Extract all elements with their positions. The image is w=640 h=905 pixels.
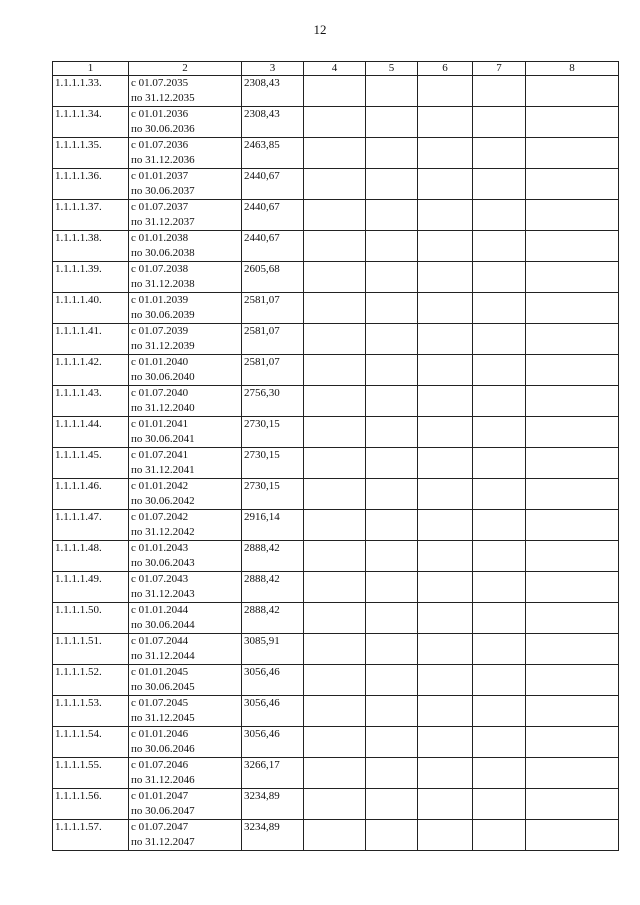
period-cell [129,200,242,231]
period-cell [129,448,242,479]
period-to: по 31.12.2045 [131,712,195,724]
period-cell [129,324,242,355]
empty-cell [366,76,418,107]
period-to: по 30.06.2037 [131,185,195,197]
row-number: 1.1.1.1.36. [53,169,129,200]
column-header: 8 [526,62,619,76]
empty-cell [473,169,526,200]
empty-cell [418,634,473,665]
value-cell: 2888,42 [242,572,304,603]
period-from: с 01.07.2043 [131,573,189,585]
table-row [53,510,619,541]
value-cell: 2440,67 [242,169,304,200]
period-to: по 30.06.2041 [131,433,195,445]
empty-cell [526,169,619,200]
empty-cell [304,107,366,138]
period-to: по 30.06.2039 [131,309,195,321]
row-number: 1.1.1.1.38. [53,231,129,262]
empty-cell [366,417,418,448]
empty-cell [304,169,366,200]
period-from: с 01.01.2042 [131,480,189,492]
row-number: 1.1.1.1.40. [53,293,129,324]
empty-cell [418,138,473,169]
empty-cell [304,603,366,634]
empty-cell [526,417,619,448]
empty-cell [366,789,418,820]
period-to: по 31.12.2040 [131,402,195,414]
value-cell: 2440,67 [242,200,304,231]
period-cell [129,386,242,417]
row-number: 1.1.1.1.46. [53,479,129,510]
period-to: по 30.06.2040 [131,371,195,383]
period-cell [129,665,242,696]
empty-cell [418,603,473,634]
empty-cell [473,231,526,262]
table-row [53,107,619,138]
period-to: по 30.06.2046 [131,743,195,755]
period-cell [129,541,242,572]
period-to: по 30.06.2043 [131,557,195,569]
empty-cell [473,603,526,634]
empty-cell [304,293,366,324]
row-number: 1.1.1.1.53. [53,696,129,727]
period-cell [129,76,242,107]
empty-cell [526,572,619,603]
period-from: с 01.01.2041 [131,418,189,430]
table-row [53,293,619,324]
empty-cell [418,324,473,355]
empty-cell [304,665,366,696]
value-cell: 2581,07 [242,324,304,355]
table-row [53,789,619,820]
period-from: с 01.01.2040 [131,356,189,368]
empty-cell [473,355,526,386]
empty-cell [366,820,418,851]
empty-cell [418,417,473,448]
period-to: по 30.06.2045 [131,681,195,693]
empty-cell [418,231,473,262]
empty-cell [304,231,366,262]
empty-cell [304,324,366,355]
value-cell: 2308,43 [242,107,304,138]
empty-cell [473,634,526,665]
period-to: по 31.12.2036 [131,154,195,166]
empty-cell [418,386,473,417]
row-number: 1.1.1.1.50. [53,603,129,634]
period-from: с 01.01.2046 [131,728,189,740]
empty-cell [473,293,526,324]
empty-cell [304,448,366,479]
period-cell [129,231,242,262]
table-row [53,820,619,851]
column-header: 6 [418,62,473,76]
period-to: по 31.12.2037 [131,216,195,228]
empty-cell [418,510,473,541]
value-cell: 2888,42 [242,541,304,572]
value-cell: 3266,17 [242,758,304,789]
empty-cell [304,386,366,417]
empty-cell [366,231,418,262]
table-row [53,541,619,572]
empty-cell [526,696,619,727]
empty-cell [418,262,473,293]
period-cell [129,138,242,169]
value-cell: 3056,46 [242,665,304,696]
value-cell: 2916,14 [242,510,304,541]
row-number: 1.1.1.1.44. [53,417,129,448]
empty-cell [304,727,366,758]
empty-cell [418,696,473,727]
empty-cell [366,665,418,696]
row-number: 1.1.1.1.54. [53,727,129,758]
empty-cell [366,448,418,479]
period-from: с 01.01.2037 [131,170,189,182]
empty-cell [304,820,366,851]
value-cell: 2581,07 [242,293,304,324]
table-row [53,634,619,665]
table-row [53,262,619,293]
empty-cell [526,541,619,572]
empty-cell [366,386,418,417]
period-to: по 30.06.2036 [131,123,195,135]
table-row [53,572,619,603]
empty-cell [526,758,619,789]
empty-cell [418,107,473,138]
empty-cell [366,355,418,386]
empty-cell [304,696,366,727]
empty-cell [526,76,619,107]
value-cell: 2463,85 [242,138,304,169]
value-cell: 3056,46 [242,727,304,758]
period-from: с 01.07.2041 [131,449,189,461]
period-cell [129,293,242,324]
empty-cell [473,417,526,448]
empty-cell [418,169,473,200]
empty-cell [526,107,619,138]
table-row [53,324,619,355]
period-from: с 01.07.2045 [131,697,189,709]
empty-cell [526,262,619,293]
empty-cell [304,200,366,231]
header-row [53,62,619,76]
empty-cell [304,355,366,386]
period-from: с 01.07.2036 [131,139,189,151]
period-from: с 01.07.2046 [131,759,189,771]
row-number: 1.1.1.1.48. [53,541,129,572]
empty-cell [304,417,366,448]
empty-cell [473,262,526,293]
value-cell: 2888,42 [242,603,304,634]
empty-cell [526,665,619,696]
value-cell: 3234,89 [242,789,304,820]
column-header: 7 [473,62,526,76]
empty-cell [473,696,526,727]
empty-cell [366,293,418,324]
row-number: 1.1.1.1.39. [53,262,129,293]
period-to: по 31.12.2042 [131,526,195,538]
row-number: 1.1.1.1.43. [53,386,129,417]
empty-cell [526,386,619,417]
period-cell [129,789,242,820]
empty-cell [304,138,366,169]
period-cell [129,727,242,758]
period-to: по 30.06.2042 [131,495,195,507]
row-number: 1.1.1.1.37. [53,200,129,231]
empty-cell [473,727,526,758]
value-cell: 2308,43 [242,76,304,107]
empty-cell [473,386,526,417]
column-header: 4 [304,62,366,76]
period-cell [129,603,242,634]
value-cell: 3056,46 [242,696,304,727]
row-number: 1.1.1.1.52. [53,665,129,696]
column-header: 5 [366,62,418,76]
value-cell: 2581,07 [242,355,304,386]
empty-cell [473,820,526,851]
empty-cell [304,572,366,603]
row-number: 1.1.1.1.42. [53,355,129,386]
table-row [53,665,619,696]
empty-cell [473,758,526,789]
period-cell [129,355,242,386]
period-to: по 31.12.2035 [131,92,195,104]
empty-cell [526,324,619,355]
period-cell [129,572,242,603]
table-row [53,200,619,231]
empty-cell [526,789,619,820]
period-from: с 01.01.2043 [131,542,189,554]
empty-cell [304,758,366,789]
empty-cell [366,572,418,603]
period-cell [129,510,242,541]
empty-cell [366,634,418,665]
table-row [53,696,619,727]
period-to: по 30.06.2047 [131,805,195,817]
period-to: по 31.12.2038 [131,278,195,290]
period-to: по 31.12.2047 [131,836,195,848]
empty-cell [526,727,619,758]
period-cell [129,262,242,293]
empty-cell [473,138,526,169]
period-from: с 01.01.2039 [131,294,189,306]
row-number: 1.1.1.1.45. [53,448,129,479]
empty-cell [366,541,418,572]
table-row [53,758,619,789]
empty-cell [526,355,619,386]
period-cell [129,758,242,789]
empty-cell [473,572,526,603]
empty-cell [526,510,619,541]
empty-cell [473,76,526,107]
period-to: по 31.12.2044 [131,650,195,662]
table-row [53,386,619,417]
table-row [53,479,619,510]
empty-cell [418,293,473,324]
empty-cell [366,479,418,510]
value-cell: 3234,89 [242,820,304,851]
period-from: с 01.01.2038 [131,232,189,244]
empty-cell [418,76,473,107]
empty-cell [526,479,619,510]
column-header: 2 [129,62,242,76]
period-from: с 01.07.2047 [131,821,189,833]
empty-cell [418,479,473,510]
row-number: 1.1.1.1.56. [53,789,129,820]
period-to: по 30.06.2038 [131,247,195,259]
empty-cell [473,200,526,231]
period-from: с 01.07.2044 [131,635,189,647]
period-from: с 01.01.2047 [131,790,189,802]
period-to: по 31.12.2041 [131,464,195,476]
value-cell: 2730,15 [242,479,304,510]
empty-cell [304,541,366,572]
period-from: с 01.07.2037 [131,201,189,213]
empty-cell [304,262,366,293]
period-cell [129,634,242,665]
empty-cell [366,138,418,169]
period-cell [129,479,242,510]
period-from: с 01.07.2039 [131,325,189,337]
empty-cell [526,138,619,169]
empty-cell [526,448,619,479]
value-cell: 2440,67 [242,231,304,262]
period-from: с 01.07.2035 [131,77,189,89]
empty-cell [473,107,526,138]
period-cell [129,107,242,138]
empty-cell [418,541,473,572]
empty-cell [418,355,473,386]
value-cell: 2605,68 [242,262,304,293]
empty-cell [366,262,418,293]
column-header: 3 [242,62,304,76]
table-row [53,169,619,200]
row-number: 1.1.1.1.55. [53,758,129,789]
period-to: по 31.12.2046 [131,774,195,786]
period-to: по 31.12.2039 [131,340,195,352]
empty-cell [473,510,526,541]
empty-cell [366,603,418,634]
column-header: 1 [53,62,129,76]
empty-cell [526,293,619,324]
empty-cell [473,541,526,572]
empty-cell [418,448,473,479]
empty-cell [366,324,418,355]
empty-cell [473,479,526,510]
empty-cell [473,665,526,696]
value-cell: 2730,15 [242,448,304,479]
page-number: 12 [313,22,327,37]
period-from: с 01.07.2042 [131,511,189,523]
empty-cell [526,231,619,262]
period-cell [129,417,242,448]
empty-cell [304,76,366,107]
value-cell: 2756,30 [242,386,304,417]
table-row [53,138,619,169]
empty-cell [366,727,418,758]
period-from: с 01.07.2038 [131,263,189,275]
row-number: 1.1.1.1.35. [53,138,129,169]
row-number: 1.1.1.1.34. [53,107,129,138]
table-row [53,448,619,479]
period-cell [129,696,242,727]
empty-cell [304,479,366,510]
empty-cell [366,169,418,200]
empty-cell [304,789,366,820]
table-row [53,417,619,448]
empty-cell [366,510,418,541]
row-number: 1.1.1.1.33. [53,76,129,107]
empty-cell [418,758,473,789]
empty-cell [366,107,418,138]
empty-cell [366,758,418,789]
table-row [53,231,619,262]
empty-cell [418,820,473,851]
empty-cell [418,572,473,603]
row-number: 1.1.1.1.41. [53,324,129,355]
period-from: с 01.01.2036 [131,108,189,120]
period-from: с 01.01.2044 [131,604,189,616]
row-number: 1.1.1.1.49. [53,572,129,603]
value-cell: 3085,91 [242,634,304,665]
empty-cell [304,510,366,541]
empty-cell [366,200,418,231]
empty-cell [304,634,366,665]
period-from: с 01.07.2040 [131,387,189,399]
empty-cell [473,789,526,820]
table-row [53,355,619,386]
table-row [53,603,619,634]
period-cell [129,820,242,851]
empty-cell [418,665,473,696]
empty-cell [526,603,619,634]
tariff-table [52,61,619,851]
empty-cell [526,200,619,231]
empty-cell [473,324,526,355]
period-to: по 30.06.2044 [131,619,195,631]
table-row [53,76,619,107]
period-from: с 01.01.2045 [131,666,189,678]
row-number: 1.1.1.1.51. [53,634,129,665]
empty-cell [526,634,619,665]
empty-cell [418,789,473,820]
empty-cell [366,696,418,727]
row-number: 1.1.1.1.57. [53,820,129,851]
empty-cell [526,820,619,851]
empty-cell [418,200,473,231]
value-cell: 2730,15 [242,417,304,448]
empty-cell [473,448,526,479]
period-to: по 31.12.2043 [131,588,195,600]
row-number: 1.1.1.1.47. [53,510,129,541]
period-cell [129,169,242,200]
empty-cell [418,727,473,758]
table-row [53,727,619,758]
